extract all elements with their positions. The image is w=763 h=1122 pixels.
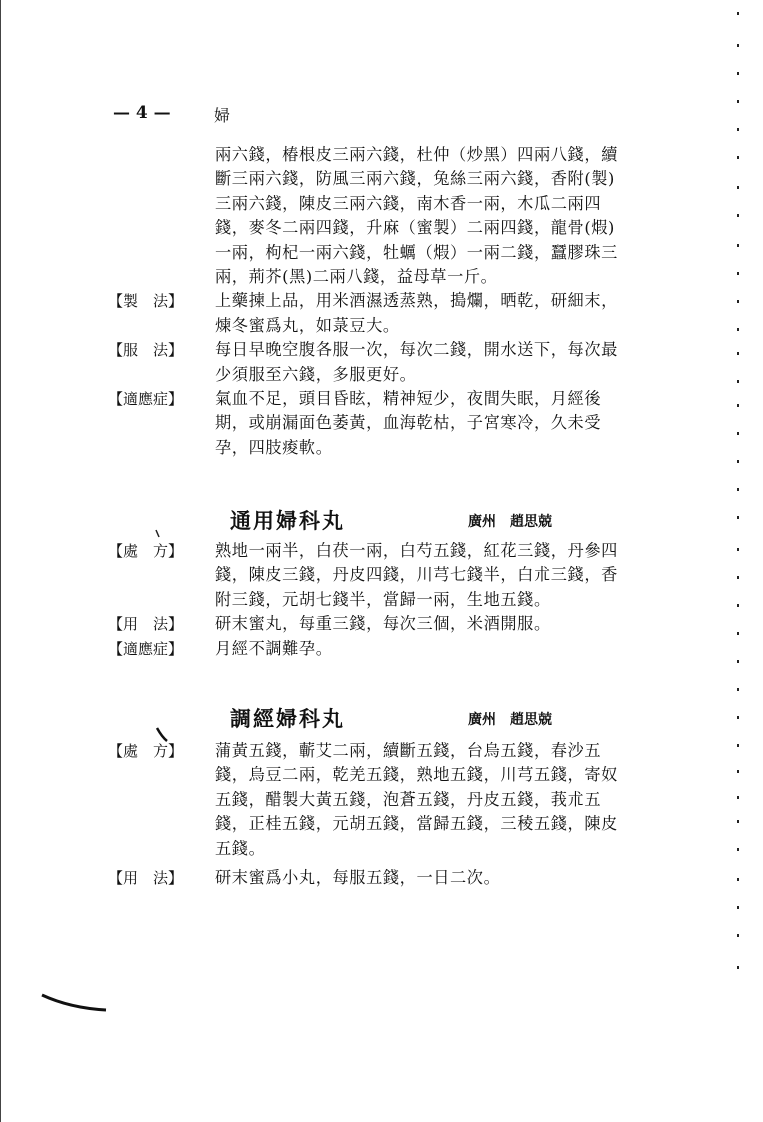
scan-dot [737,156,739,159]
body-text: 研末蜜丸，每重三錢，每次三個，米酒開服。 [215,614,551,634]
body-text: 一兩，枸杞一兩六錢，牡蠣（煆）一兩二錢，蠶膠珠三 [215,242,618,262]
body-text: 錢，烏豆二兩，乾羌五錢，熟地五錢，川芎五錢，寄奴 [215,765,618,785]
scan-dot [737,380,739,383]
stray-tick-mark [156,530,159,537]
section-label: 【用 法】 [108,615,184,634]
stray-stroke-mark [42,995,106,1010]
section-label: 【製 法】 [108,292,184,311]
scan-dot [737,770,739,773]
body-text: 上藥揀上品，用米酒濕透蒸熟，搗爛，晒乾，研細末， [215,291,618,311]
body-text: 錢，陳皮三錢，丹皮四錢，川芎七錢半，白朮三錢，香 [215,565,618,585]
scan-dot [737,328,739,331]
scan-dot [737,934,739,937]
scan-dot [737,548,739,551]
scan-dot [737,12,739,15]
scan-dot [737,244,739,247]
body-text: 每日早晚空腹各服一次，每次二錢，開水送下，每次最 [215,340,618,360]
section-label: 【適應症】 [108,639,184,658]
scan-dot [737,966,739,969]
recipe-author: 廣州 趙思兢 [468,712,552,728]
scan-dot [737,632,739,635]
scan-dot [737,488,739,491]
body-text: 五錢，醋製大黃五錢，泡蒼五錢，丹皮五錢，莪朮五 [215,789,602,809]
section-label: 【處 方】 [108,742,184,760]
body-text: 少須服至六錢，多服更好。 [215,364,417,384]
recipe-title: 調經婦科丸 [230,706,345,731]
scan-dot [737,272,739,275]
body-text: 錢，麥冬二兩四錢，升麻（蜜製）二兩四錢，龍骨(煆) [215,218,615,238]
scan-dot [737,716,739,719]
body-text: 孕，四肢痠軟。 [215,437,333,457]
body-text: 五錢。 [215,838,266,858]
body-text: 研末蜜爲小丸，每服五錢，一日二次。 [215,867,501,887]
scan-dot [737,44,739,47]
running-title: 婦 [214,106,231,125]
recipe-title: 通用婦科丸 [230,508,345,533]
scan-dot [737,186,739,189]
stray-tick-mark [157,728,167,741]
scan-dot [737,100,739,103]
body-text: 月經不調難孕。 [215,638,333,658]
section-label: 【處 方】 [108,542,184,560]
body-text: 兩，荊芥(黑)二兩八錢，益母草一斤。 [215,267,498,286]
scan-dot [737,352,739,355]
scan-dot [737,906,739,909]
scan-dot [737,604,739,607]
scan-dot [737,688,739,691]
body-text: 熟地一兩半，白茯一兩，白芍五錢，紅花三錢，丹參四 [215,541,618,560]
scan-dot [737,432,739,435]
scan-dot [737,848,739,851]
body-text: 氣血不足，頭目昏眩，精神短少，夜間失眠，月經後 [215,389,602,408]
page-number: — 4 — [113,103,171,123]
scan-dot [737,744,739,747]
section-label: 【服 法】 [108,341,184,360]
scan-dot [737,878,739,881]
scan-dot [737,576,739,579]
scan-dot [737,660,739,663]
body-text: 蒲黃五錢，蘄艾二兩，續斷五錢，台烏五錢，春沙五 [215,741,602,760]
scan-dot [737,72,739,75]
scan-dot [737,214,739,217]
body-text: 兩六錢，椿根皮三兩六錢，杜仲（炒黑）四兩八錢，續 [215,145,618,164]
recipe-author: 廣州 趙思兢 [468,514,552,530]
body-text: 斷三兩六錢，防風三兩六錢，兔絲三兩六錢，香附(製) [215,169,615,189]
body-text: 附三錢，元胡七錢半，當歸一兩，生地五錢。 [215,589,551,609]
scan-dot [737,516,739,519]
scan-dot [737,796,739,799]
body-text: 三兩六錢，陳皮三兩六錢，南木香一兩，木瓜二兩四 [215,193,602,213]
body-text: 錢，正桂五錢，元胡五錢，當歸五錢，三稜五錢，陳皮 [215,814,618,834]
scan-dot [737,820,739,823]
body-text: 期，或崩漏面色萎黃，血海乾枯，子宮寒冷，久未受 [215,413,602,433]
body-text: 煉冬蜜爲丸，如菉豆大。 [215,315,400,335]
scan-dot [737,300,739,303]
scan-dot [737,404,739,407]
section-label: 【適應症】 [108,390,184,408]
section-label: 【用 法】 [108,868,184,887]
scan-dot [737,460,739,463]
scan-dot [737,128,739,131]
